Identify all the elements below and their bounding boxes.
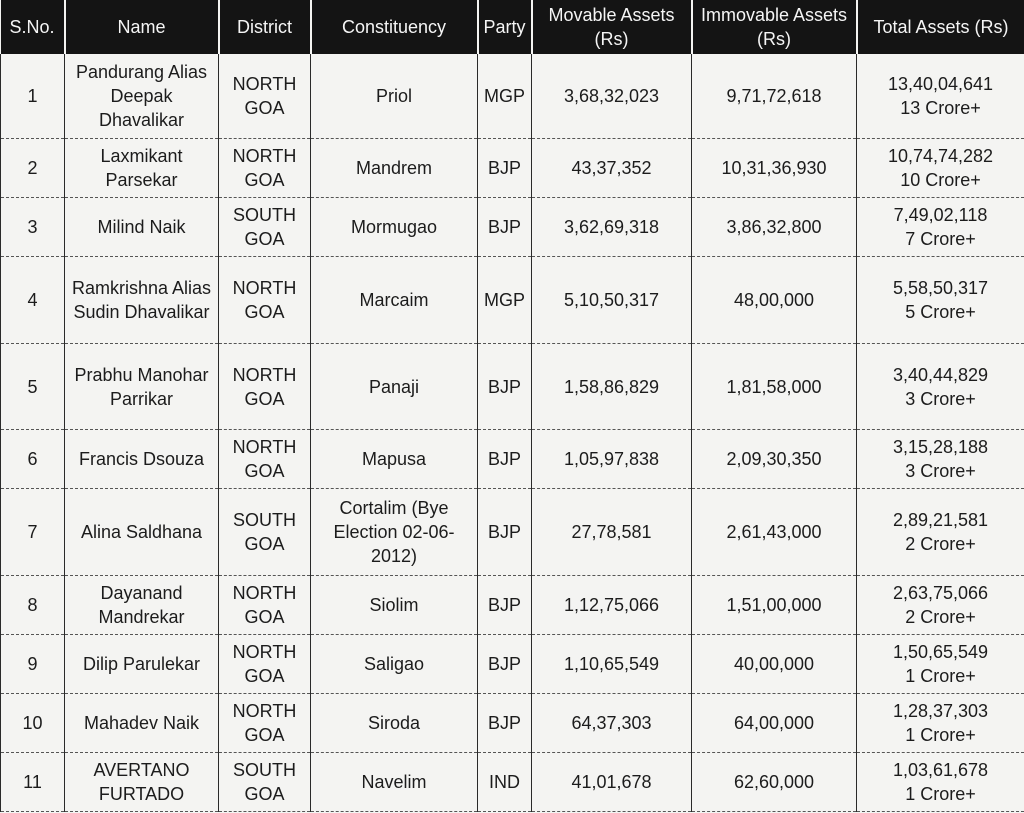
cell-district: NORTH GOA	[219, 54, 311, 139]
cell-district: NORTH GOA	[219, 430, 311, 489]
cell-total	[857, 694, 1024, 753]
cell-name: Pandurang Alias Deepak Dhavalikar	[65, 54, 219, 139]
header-party: Party	[478, 0, 532, 54]
table-row	[1, 576, 1024, 635]
cell-name: Dayanand Mandrekar	[65, 576, 219, 635]
total-value: 13,40,04,641	[887, 74, 994, 94]
cell-movable: 27,78,581	[532, 489, 692, 576]
cell-name: Alina Saldhana	[65, 489, 219, 576]
table-row	[1, 54, 1024, 139]
header-movable-assets: Movable Assets (Rs)	[532, 0, 692, 54]
total-value: 10,74,74,282	[887, 146, 994, 166]
cell-party: MGP	[478, 257, 532, 344]
cell-constituency: Siolim	[311, 576, 478, 635]
cell-total	[857, 430, 1024, 489]
cell-name: Mahadev Naik	[65, 694, 219, 753]
total-crore: 7 Crore+	[905, 229, 976, 249]
table-row	[1, 139, 1024, 198]
cell-sno: 11	[1, 753, 65, 812]
cell-district: NORTH GOA	[219, 257, 311, 344]
total-crore: 1 Crore+	[905, 784, 976, 804]
cell-district: SOUTH GOA	[219, 198, 311, 257]
cell-party: BJP	[478, 198, 532, 257]
cell-party: BJP	[478, 576, 532, 635]
cell-constituency: Cortalim (Bye Election 02-06-2012)	[311, 489, 478, 576]
table-row	[1, 694, 1024, 753]
cell-party: IND	[478, 753, 532, 812]
cell-immovable: 2,61,43,000	[692, 489, 857, 576]
cell-movable: 1,05,97,838	[532, 430, 692, 489]
table-row	[1, 635, 1024, 694]
cell-total	[857, 139, 1024, 198]
cell-constituency: Mandrem	[311, 139, 478, 198]
total-value: 5,58,50,317	[892, 278, 989, 298]
cell-constituency: Saligao	[311, 635, 478, 694]
cell-movable: 3,68,32,023	[532, 54, 692, 139]
total-value: 2,63,75,066	[892, 583, 989, 603]
cell-total	[857, 257, 1024, 344]
cell-district: NORTH GOA	[219, 139, 311, 198]
cell-sno: 6	[1, 430, 65, 489]
table-row	[1, 344, 1024, 430]
cell-constituency: Navelim	[311, 753, 478, 812]
cell-immovable: 1,51,00,000	[692, 576, 857, 635]
total-crore: 2 Crore+	[905, 534, 976, 554]
total-crore: 10 Crore+	[900, 170, 981, 190]
cell-name: Francis Dsouza	[65, 430, 219, 489]
cell-constituency: Marcaim	[311, 257, 478, 344]
cell-sno: 2	[1, 139, 65, 198]
cell-district: SOUTH GOA	[219, 489, 311, 576]
total-value: 1,03,61,678	[892, 760, 989, 780]
cell-constituency: Mapusa	[311, 430, 478, 489]
cell-total	[857, 344, 1024, 430]
table-row	[1, 430, 1024, 489]
total-crore: 1 Crore+	[905, 725, 976, 745]
header-sno: S.No.	[1, 0, 65, 54]
cell-immovable: 9,71,72,618	[692, 54, 857, 139]
cell-immovable: 64,00,000	[692, 694, 857, 753]
cell-party: BJP	[478, 430, 532, 489]
cell-sno: 5	[1, 344, 65, 430]
cell-name: Ramkrishna Alias Sudin Dhavalikar	[65, 257, 219, 344]
cell-constituency: Mormugao	[311, 198, 478, 257]
cell-total	[857, 576, 1024, 635]
cell-movable: 41,01,678	[532, 753, 692, 812]
cell-total	[857, 753, 1024, 812]
total-value: 2,89,21,581	[892, 510, 989, 530]
cell-name: AVERTANO FURTADO	[65, 753, 219, 812]
header-district: District	[219, 0, 311, 54]
cell-constituency: Priol	[311, 54, 478, 139]
cell-movable: 1,58,86,829	[532, 344, 692, 430]
total-crore: 5 Crore+	[905, 302, 976, 322]
total-value: 1,28,37,303	[892, 701, 989, 721]
total-crore: 1 Crore+	[905, 666, 976, 686]
cell-party: BJP	[478, 635, 532, 694]
cell-name: Prabhu Manohar Parrikar	[65, 344, 219, 430]
header-name: Name	[65, 0, 219, 54]
total-value: 1,50,65,549	[892, 642, 989, 662]
cell-immovable: 1,81,58,000	[692, 344, 857, 430]
cell-name: Dilip Parulekar	[65, 635, 219, 694]
table-row	[1, 489, 1024, 576]
cell-immovable: 62,60,000	[692, 753, 857, 812]
total-value: 7,49,02,118	[893, 205, 988, 225]
cell-district: NORTH GOA	[219, 694, 311, 753]
cell-district: SOUTH GOA	[219, 753, 311, 812]
cell-party: BJP	[478, 694, 532, 753]
cell-immovable: 48,00,000	[692, 257, 857, 344]
total-crore: 3 Crore+	[905, 388, 976, 409]
cell-immovable: 3,86,32,800	[692, 198, 857, 257]
cell-sno: 8	[1, 576, 65, 635]
cell-district: NORTH GOA	[219, 576, 311, 635]
cell-sno: 9	[1, 635, 65, 694]
table-row	[1, 257, 1024, 344]
header-total-assets: Total Assets (Rs)	[857, 0, 1024, 54]
cell-constituency: Panaji	[311, 344, 478, 430]
cell-constituency: Siroda	[311, 694, 478, 753]
cell-sno: 3	[1, 198, 65, 257]
cell-sno: 4	[1, 257, 65, 344]
total-value: 3,15,28,188	[892, 437, 989, 457]
cell-party: BJP	[478, 489, 532, 576]
cell-name: Laxmikant Parsekar	[65, 139, 219, 198]
cell-movable: 3,62,69,318	[532, 198, 692, 257]
header-immovable-assets: Immovable Assets (Rs)	[692, 0, 857, 54]
cell-party: BJP	[478, 139, 532, 198]
cell-movable: 5,10,50,317	[532, 257, 692, 344]
cell-movable: 1,10,65,549	[532, 635, 692, 694]
cell-total	[857, 54, 1024, 139]
cell-party: MGP	[478, 54, 532, 139]
total-crore: 3 Crore+	[905, 461, 976, 481]
cell-movable: 43,37,352	[532, 139, 692, 198]
cell-sno: 10	[1, 694, 65, 753]
cell-party: BJP	[478, 344, 532, 430]
total-crore: 13 Crore+	[900, 98, 981, 118]
cell-immovable: 10,31,36,930	[692, 139, 857, 198]
cell-sno: 7	[1, 489, 65, 576]
cell-total	[857, 198, 1024, 257]
cell-total	[857, 635, 1024, 694]
cell-name: Milind Naik	[65, 198, 219, 257]
cell-immovable: 2,09,30,350	[692, 430, 857, 489]
cell-sno: 1	[1, 54, 65, 139]
cell-immovable: 40,00,000	[692, 635, 857, 694]
table-row	[1, 198, 1024, 257]
header-row	[1, 0, 1024, 54]
header-constituency: Constituency	[311, 0, 478, 54]
total-value: 3,40,44,829	[892, 364, 989, 385]
cell-movable: 1,12,75,066	[532, 576, 692, 635]
table-row	[1, 753, 1024, 812]
cell-district: NORTH GOA	[219, 635, 311, 694]
cell-district: NORTH GOA	[219, 344, 311, 430]
total-crore: 2 Crore+	[905, 607, 976, 627]
cell-total	[857, 489, 1024, 576]
cell-movable: 64,37,303	[532, 694, 692, 753]
